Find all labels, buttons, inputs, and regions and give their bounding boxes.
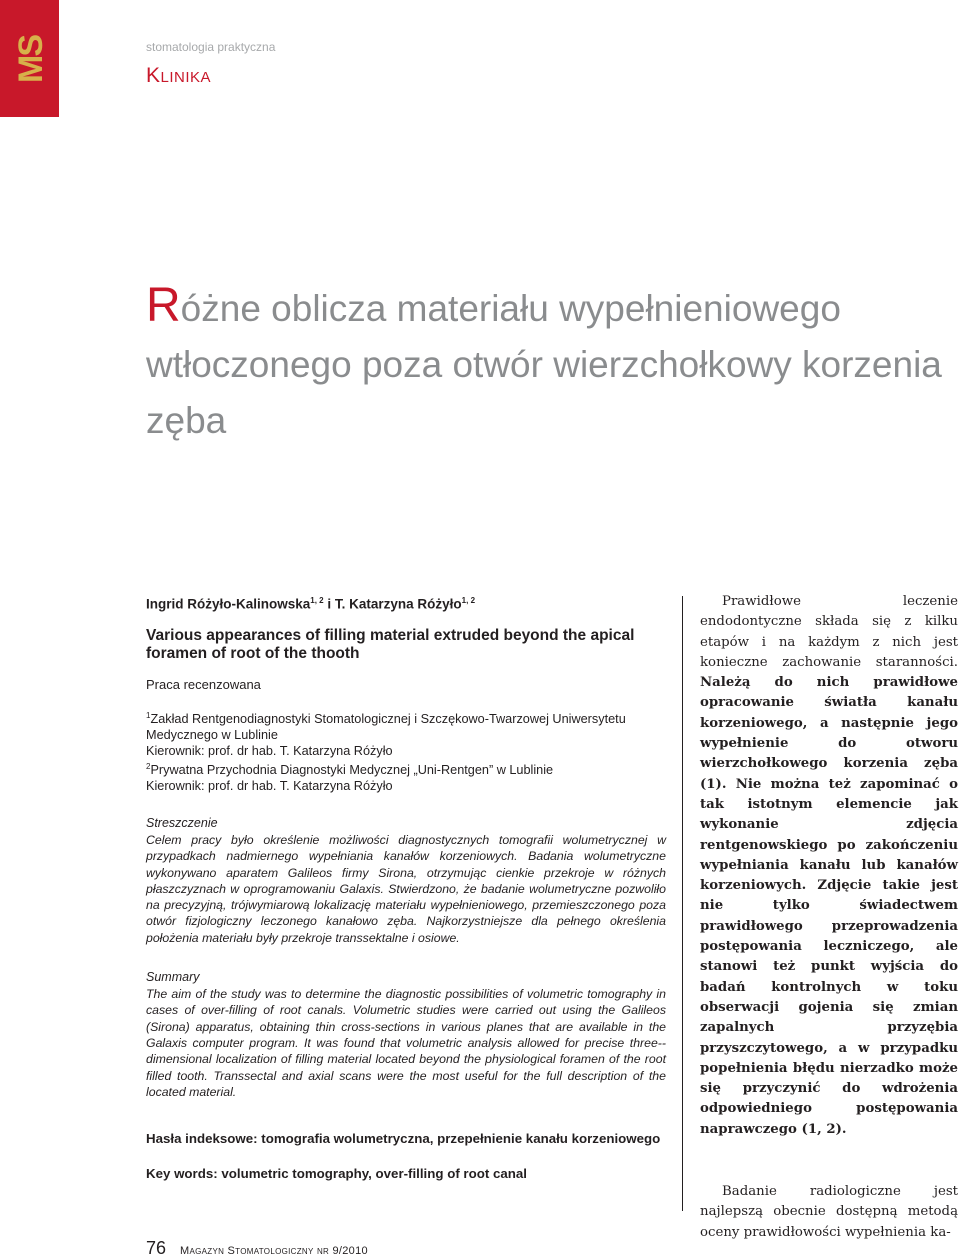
journal-label: stomatologia praktyczna [146, 40, 276, 54]
summary-heading: Summary [146, 970, 200, 985]
page-number: 76 [146, 1238, 167, 1258]
affiliation-1 [146, 708, 666, 743]
keywords-en: Key words: volumetric tomography, over-filling of root canal [146, 1166, 527, 1182]
author-1: Ingrid Różyło-Kalinowska [146, 596, 311, 612]
author-1-sup: 1, 2 [310, 596, 324, 605]
authors [146, 596, 666, 612]
right-column [700, 592, 958, 1243]
column-divider [682, 596, 683, 1211]
title-text: óżne oblicza materiału wypełnieniowego wtłoczonego poza otwór wierzchołkowy korzenia zęba [146, 288, 942, 441]
section-title: Klinika [146, 64, 212, 87]
intro-normal: Prawidłowe leczenie endodontyczne składa się z kilku etapów i na każdym z nich jest konieczne zachowanie staranności. [700, 594, 958, 670]
journal-logo-bar [0, 0, 59, 117]
affiliation-1-text: Zakład Rentgenodiagnostyki Stomatologicznej i Szczękowo-Twarzowej Uniwersytetu Medycznego w Lublinie [146, 711, 626, 742]
abstract-heading: Streszczenie [146, 815, 218, 830]
page-footer [146, 1238, 368, 1259]
title-initial: R [146, 279, 181, 332]
author-2: T. Katarzyna Różyło [334, 596, 462, 612]
intro-bold: Należą do nich prawidłowe opracowanie światła kanału korzeniowego, a następnie jego wypełnienie do otworu wierzchołkowego korzenia zęba (1). Nie można też zapominać o tak istotnym elemencie jak wykonanie zdjęcia rentgenowskiego po zakończeniu wypełniania kanału lub kanałów korzeniowych. Zdjęcie takie jest nie tylko świadectwem prawidłowego przeprowadzenia postępowania leczniczego, ale stanowi też punkt wyjścia do badań kontrolnych w toku obserwacji gojenia się zmian zapalnych przyzębia przyszczytowego, a w przypadku popełnienia błędu nierzadko może się przyczynić do wdrożenia odpowiedniego postępowania naprawczego (1, 2). [700, 675, 958, 1137]
affiliation-2-sup: 2 [146, 761, 151, 771]
affiliation-1-head: Kierownik: prof. dr hab. T. Katarzyna Różyło [146, 743, 393, 758]
author-joiner: i [323, 596, 335, 612]
affiliation-2 [146, 759, 666, 778]
summary-text: The aim of the study was to determine the diagnostic possibilities of volumetric tomography in cases of over-filling of root canals. Volumetric studies were carried out using the Galileos (Sirona) apparatus, obtaining thin cross-sections in various planes that are available in the Galaxis computer program. It was found that volumetric analysis allowed for precise three--dimensional localization of filling material located beyond the physiological foramen of the root filled tooth. Transsectal and axial scans were the most useful for the full description of the located material. [146, 987, 666, 1099]
keywords-pl: Hasła indeksowe: tomografia wolumetryczna, przepełnienie kanału korzeniowego [146, 1131, 661, 1147]
magazine-name: Magazyn Stomatologiczny nr 9/2010 [180, 1245, 368, 1257]
reviewed-note: Praca recenzowana [146, 676, 261, 692]
article-title [146, 278, 956, 449]
affiliation-1-sup: 1 [146, 710, 151, 720]
journal-logo: MS [12, 36, 50, 84]
intro-paragraph [700, 592, 958, 1140]
english-title: Various appearances of filling material extruded beyond the apical foramen of root of the thooth [146, 626, 635, 662]
left-column [146, 596, 666, 1183]
body-paragraph: Badanie radiologiczne jest najlepszą obecnie dostępną metodą oceny prawidłowości wypełnienia ka- [700, 1184, 958, 1240]
abstract-text: Celem pracy było określenie możliwości diagnostycznych tomografii wolumetrycznej w przypadkach nadmiernego wypełniania kanałów korzeniowych. Badania wolumetryczne wykonywano aparatem Galileos firmy Sirona, otrzymując cienkie przekroje w różnych płaszczyznach w oprogramowaniu Galaxis. Stwierdzono, że badanie wolumetryczne pozwoliło na precyzyjną, trójwymiarową lokalizację materiału wypełnieniowego, przemieszczonego poza otwór fizjologiczny leczonego kanałowo zęba. Najkorzystniejsze dla pełnego określenia położenia materiału były przekroje transsektalne i osiowe. [146, 832, 666, 945]
author-2-sup: 1, 2 [461, 596, 476, 605]
affiliation-2-head: Kierownik: prof. dr hab. T. Katarzyna Różyło [146, 778, 393, 793]
affiliation-2-text: Prywatna Przychodnia Diagnostyki Medycznej „Uni-Rentgen” w Lublinie [150, 762, 554, 777]
